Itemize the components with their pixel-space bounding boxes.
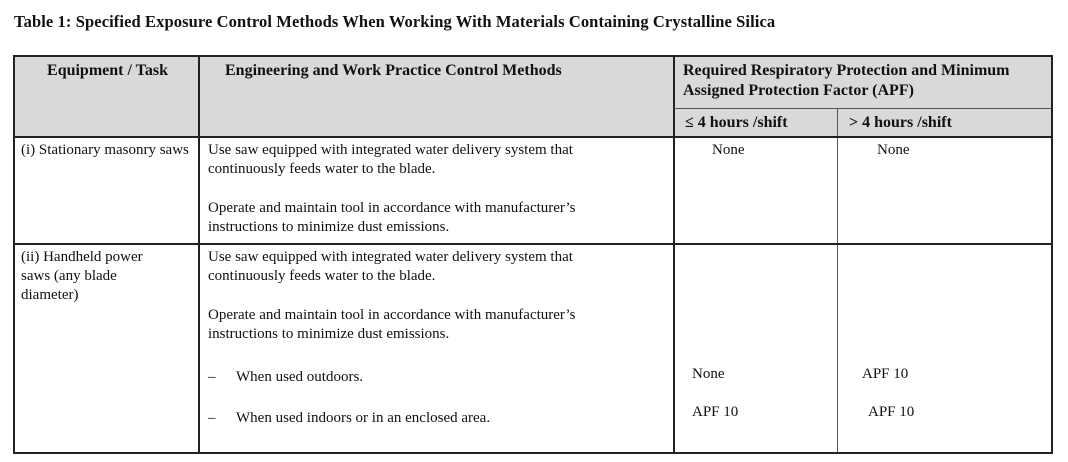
row2-sub-indoors xyxy=(208,409,490,428)
row1-gt4: None xyxy=(877,142,910,158)
dash-marker: – xyxy=(208,369,216,385)
header-respiratory: Required Respiratory Protection and Minimum Assigned Protection Factor (APF) xyxy=(683,62,1010,99)
row2-sub-indoors-gt4: APF 10 xyxy=(868,404,915,420)
header-equipment: Equipment / Task xyxy=(47,62,168,79)
exposure-control-table xyxy=(13,55,1053,454)
row2-equipment: (ii) Handheld power saws (any blade diameter) xyxy=(21,249,143,303)
row1-method-2: Operate and maintain tool in accordance with manufacturer’s instructions to minimize dust emissions. xyxy=(208,200,576,235)
row1-equipment: (i) Stationary masonry saws xyxy=(21,142,189,158)
row1-le4: None xyxy=(712,142,745,158)
row2-method-1: Use saw equipped with integrated water delivery system that continuously feeds water to the blade. xyxy=(208,249,573,284)
sub-label: When used indoors or in an enclosed area. xyxy=(236,410,491,426)
row2-sub-indoors-le4: APF 10 xyxy=(692,404,739,420)
row-divider xyxy=(15,243,1051,245)
col-divider-1 xyxy=(198,57,200,452)
row2-method-2: Operate and maintain tool in accordance with manufacturer’s instructions to minimize dust emissions. xyxy=(208,307,576,342)
sub-label: When used outdoors. xyxy=(236,369,364,385)
header-gt4-hours: > 4 hours /shift xyxy=(849,114,952,131)
table-title: Table 1: Specified Exposure Control Methods When Working With Materials Containing Crystalline Silica xyxy=(14,12,776,31)
row2-sub-outdoors-gt4: APF 10 xyxy=(862,366,909,382)
header-bottom-line xyxy=(15,136,1051,138)
header-subdivider xyxy=(674,108,1051,109)
header-methods: Engineering and Work Practice Control Methods xyxy=(225,62,562,79)
row1-method-1: Use saw equipped with integrated water delivery system that continuously feeds water to the blade. xyxy=(208,142,573,177)
col-divider-2 xyxy=(673,57,675,452)
row2-sub-outdoors xyxy=(208,368,363,387)
header-le4-hours: ≤ 4 hours /shift xyxy=(685,114,788,131)
col-divider-3 xyxy=(837,108,838,452)
row2-sub-outdoors-le4: None xyxy=(692,366,725,382)
dash-marker: – xyxy=(208,410,216,426)
